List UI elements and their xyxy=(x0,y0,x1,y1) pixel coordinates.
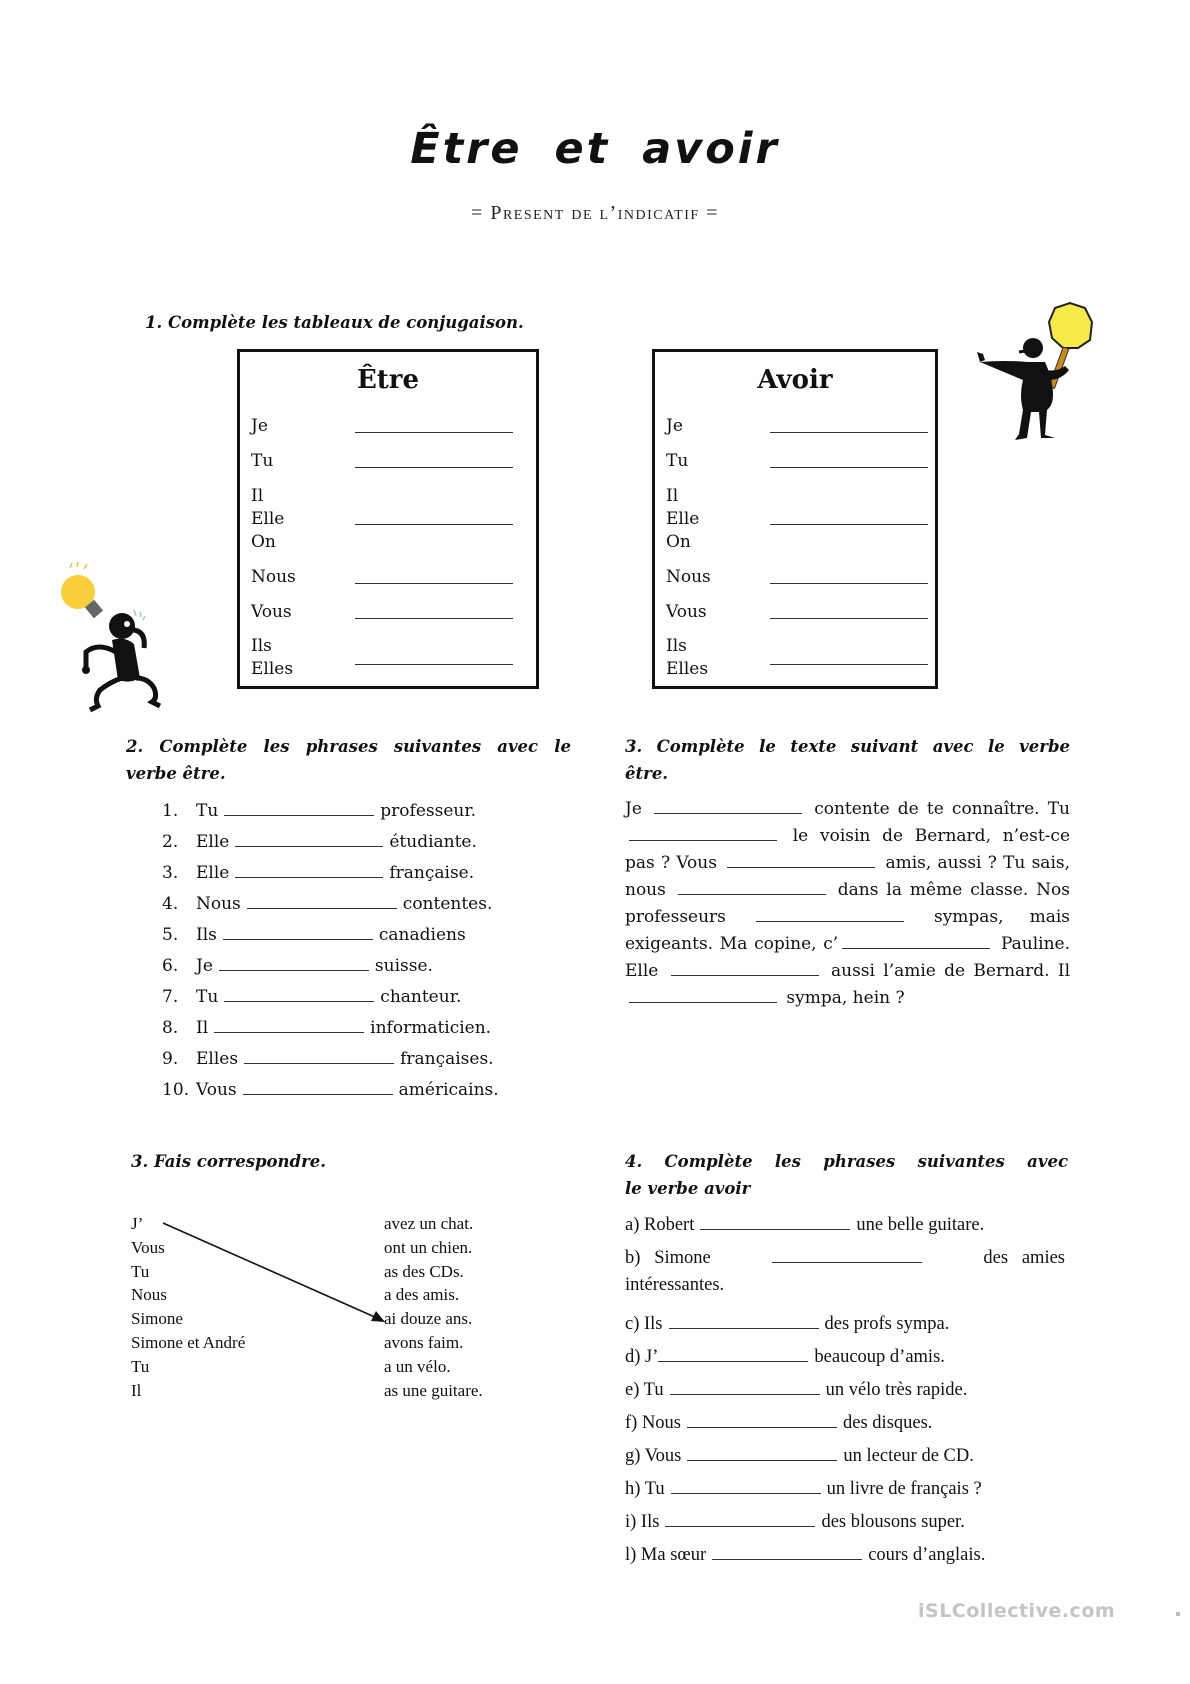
answer-blank[interactable] xyxy=(712,1544,862,1560)
match-subject[interactable]: Vous xyxy=(131,1237,165,1257)
answer-blank[interactable] xyxy=(670,1379,820,1395)
example-arrow-icon xyxy=(155,1215,395,1327)
answer-blank[interactable] xyxy=(700,1214,850,1230)
match-predicate[interactable]: as des CDs. xyxy=(384,1261,464,1281)
pronoun-je: Je xyxy=(666,416,683,436)
answer-blank[interactable] xyxy=(235,831,383,847)
section2-heading-line2: verbe être. xyxy=(126,764,226,783)
match-subject[interactable]: Simone xyxy=(131,1309,183,1329)
answer-blank[interactable] xyxy=(355,583,513,584)
list-item: 4. Nous contentes. xyxy=(162,894,493,914)
match-predicate[interactable]: ont un chien. xyxy=(384,1237,473,1257)
decorative-dot xyxy=(1176,1612,1180,1616)
list-item: 8. Il informaticien. xyxy=(162,1018,492,1038)
answer-blank[interactable] xyxy=(244,1048,394,1064)
section3-heading-line1: 3. Complète le texte suivant avec le verbe xyxy=(625,737,1070,756)
matching-heading: 3. Fais correspondre. xyxy=(131,1152,327,1171)
answer-blank[interactable] xyxy=(770,664,928,665)
pronoun-tu: Tu xyxy=(251,451,274,471)
answer-blank[interactable] xyxy=(772,1247,922,1263)
section3-heading xyxy=(625,733,1070,787)
section2-heading-line1: 2. Complète les phrases suivantes avec le xyxy=(126,737,571,756)
match-subject[interactable]: Nous xyxy=(131,1285,167,1305)
match-predicate[interactable]: as une guitare. xyxy=(384,1380,483,1400)
pronoun-ils: Ils xyxy=(666,636,687,656)
match-subject[interactable]: Tu xyxy=(131,1261,150,1281)
match-predicate[interactable]: ai douze ans. xyxy=(384,1309,473,1329)
watermark: iSLCollective.com xyxy=(918,1600,1116,1622)
answer-blank[interactable] xyxy=(235,862,383,878)
answer-blank[interactable] xyxy=(223,924,373,940)
list-item: e) Tu un vélo très rapide. xyxy=(625,1380,968,1400)
section4-heading-line1: 4. Complète les phrases suivantes avec xyxy=(625,1152,1068,1171)
answer-blank[interactable] xyxy=(658,1346,808,1362)
answer-blank[interactable] xyxy=(665,1511,815,1527)
answer-blank[interactable] xyxy=(629,825,777,841)
pronoun-vous: Vous xyxy=(251,602,292,622)
answer-blank[interactable] xyxy=(224,800,374,816)
answer-blank[interactable] xyxy=(219,955,369,971)
list-item: 5. Ils canadiens xyxy=(162,925,466,945)
answer-blank[interactable] xyxy=(727,852,875,868)
conjugation-table-etre xyxy=(237,349,539,689)
pronoun-elles: Elles xyxy=(666,659,709,679)
list-item: d) J’ beaucoup d’amis. xyxy=(625,1347,945,1367)
stick-figure-lightbulb-icon xyxy=(50,560,180,720)
match-subject[interactable]: J’ xyxy=(131,1214,144,1233)
pronoun-nous: Nous xyxy=(666,567,711,587)
answer-blank[interactable] xyxy=(669,1313,819,1329)
section1-heading: 1. Complète les tableaux de conjugaison. xyxy=(145,313,524,332)
pronoun-on: On xyxy=(251,532,276,552)
pronoun-je: Je xyxy=(251,416,268,436)
pronoun-ils: Ils xyxy=(251,636,272,656)
conjugation-table-avoir xyxy=(652,349,938,689)
answer-blank[interactable] xyxy=(687,1445,837,1461)
page-title: Être et avoir xyxy=(410,124,780,174)
match-predicate[interactable]: a un vélo. xyxy=(384,1356,451,1376)
answer-blank[interactable] xyxy=(671,960,819,976)
answer-blank[interactable] xyxy=(770,467,928,468)
match-predicate[interactable]: a des amis. xyxy=(384,1285,460,1305)
match-predicate[interactable]: avez un chat. xyxy=(384,1214,474,1233)
table-title: Avoir xyxy=(757,365,833,395)
pronoun-elle: Elle xyxy=(666,509,700,529)
answer-blank[interactable] xyxy=(629,987,777,1003)
answer-blank[interactable] xyxy=(214,1017,364,1033)
list-item: b) Simone des amies intéressantes. xyxy=(625,1248,1065,1295)
matching-right-column xyxy=(384,1212,483,1402)
stick-figure-stop-sign-icon xyxy=(975,300,1115,445)
answer-blank[interactable] xyxy=(756,906,904,922)
answer-blank[interactable] xyxy=(770,618,928,619)
section2-heading xyxy=(126,733,571,787)
answer-blank[interactable] xyxy=(247,893,397,909)
answer-blank[interactable] xyxy=(654,798,802,814)
answer-blank[interactable] xyxy=(355,664,513,665)
match-predicate[interactable]: avons faim. xyxy=(384,1332,464,1352)
list-item: a) Robert une belle guitare. xyxy=(625,1215,985,1235)
page-subtitle: = Present de l’indicatif = xyxy=(471,202,719,224)
pronoun-on: On xyxy=(666,532,691,552)
pronoun-tu: Tu xyxy=(666,451,689,471)
pronoun-elles: Elles xyxy=(251,659,294,679)
pronoun-elle: Elle xyxy=(251,509,285,529)
answer-blank[interactable] xyxy=(243,1079,393,1095)
pronoun-il: Il xyxy=(251,486,264,506)
answer-blank[interactable] xyxy=(355,467,513,468)
list-item: l) Ma sœur cours d’anglais. xyxy=(625,1545,986,1565)
answer-blank[interactable] xyxy=(770,432,928,433)
list-item: 7. Tu chanteur. xyxy=(162,987,462,1007)
list-item: 9. Elles françaises. xyxy=(162,1049,494,1069)
list-item: 1. Tu professeur. xyxy=(162,801,477,821)
answer-blank[interactable] xyxy=(678,879,826,895)
list-item: i) Ils des blousons super. xyxy=(625,1512,965,1532)
answer-blank[interactable] xyxy=(355,432,513,433)
answer-blank[interactable] xyxy=(671,1478,821,1494)
table-title: Être xyxy=(356,365,420,395)
answer-blank[interactable] xyxy=(770,524,928,525)
list-item: h) Tu un livre de français ? xyxy=(625,1479,982,1499)
pronoun-il: Il xyxy=(666,486,679,506)
list-item: 10. Vous américains. xyxy=(162,1080,499,1100)
answer-blank[interactable] xyxy=(687,1412,837,1428)
section3-heading-line2: être. xyxy=(625,764,669,783)
section4-heading-line2: le verbe avoir xyxy=(625,1179,751,1198)
answer-blank[interactable] xyxy=(355,618,513,619)
answer-blank[interactable] xyxy=(770,583,928,584)
pronoun-nous: Nous xyxy=(251,567,296,587)
match-subject[interactable]: Tu xyxy=(131,1356,150,1376)
section3-paragraph: Je contente de te connaître. Tu le voisin de Bernard, n’est-ce pas ? Vous amis, aussi ? Tu sais, nous dans la même classe. Nos professeurs sympas, mais exigeants. Ma copine, c’ Pauline. Elle aussi l’amie de Bernard. Il sympa, hein ? xyxy=(625,799,1071,1008)
list-item: f) Nous des disques. xyxy=(625,1413,933,1433)
list-item: 3. Elle française. xyxy=(162,863,475,883)
list-item: g) Vous un lecteur de CD. xyxy=(625,1446,974,1466)
pronoun-vous: Vous xyxy=(666,602,707,622)
answer-blank[interactable] xyxy=(355,524,513,525)
match-subject[interactable]: Il xyxy=(131,1380,142,1400)
list-item: c) Ils des profs sympa. xyxy=(625,1314,950,1334)
answer-blank[interactable] xyxy=(224,986,374,1002)
answer-blank[interactable] xyxy=(842,933,990,949)
section4-heading xyxy=(625,1148,1068,1202)
match-subject[interactable]: Simone et André xyxy=(131,1332,246,1352)
list-item: 6. Je suisse. xyxy=(162,956,433,976)
list-item: 2. Elle étudiante. xyxy=(162,832,477,852)
